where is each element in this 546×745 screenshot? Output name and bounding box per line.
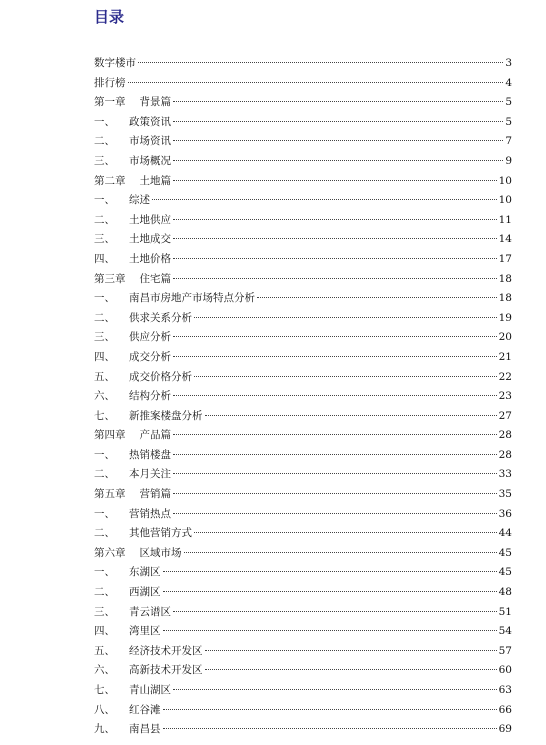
dot-leader: [173, 434, 497, 435]
toc-page-number: 33: [498, 468, 512, 481]
toc-entry-number: 二、: [94, 468, 115, 481]
toc-entry-label: [94, 289, 255, 309]
toc-entry-text: 其他营销方式: [129, 527, 192, 540]
toc-entry-label: [94, 152, 171, 172]
toc-entry-label: [94, 368, 192, 388]
toc-entry[interactable]: [94, 701, 512, 721]
toc-page-number: 63: [498, 684, 512, 696]
dot-leader: [163, 571, 497, 572]
dot-leader: [173, 454, 497, 455]
toc-entry[interactable]: [94, 211, 512, 231]
toc-entry-label: [94, 701, 161, 721]
toc-entry-label: [94, 485, 171, 505]
toc-entry-label: [94, 622, 161, 642]
toc-title: 目录: [94, 8, 125, 26]
toc-entry[interactable]: [94, 230, 512, 250]
toc-entry-number: 七、: [94, 409, 115, 422]
toc-entry-text: 政策资讯: [129, 115, 171, 128]
toc-entry-number: 一、: [94, 292, 115, 305]
toc-entry[interactable]: [94, 309, 512, 329]
toc-entry-label: [94, 720, 161, 740]
toc-page-number: 7: [505, 135, 512, 148]
toc-entry[interactable]: [94, 563, 512, 583]
toc-entry-label: [94, 505, 171, 525]
toc-entry-label: [94, 74, 126, 94]
toc-entry-number: 第二章: [94, 174, 126, 187]
dot-leader: [194, 317, 497, 318]
dot-leader: [173, 160, 503, 161]
toc-entry-text: 综述: [129, 194, 150, 207]
toc-entry-text: 营销热点: [129, 507, 171, 520]
toc-entry-number: 第六章: [94, 546, 126, 559]
toc-entry-text: 经济技术开发区: [129, 644, 203, 657]
toc-entry-number: 三、: [94, 233, 115, 246]
dot-leader: [205, 415, 497, 416]
toc-entry-number: 二、: [94, 527, 115, 540]
toc-entry[interactable]: [94, 465, 512, 485]
toc-page-number: 51: [498, 605, 512, 618]
toc-entry[interactable]: [94, 387, 512, 407]
toc-entry[interactable]: [94, 720, 512, 740]
dot-leader: [173, 689, 497, 690]
toc-entry-label: [94, 583, 161, 603]
toc-page-number: 60: [498, 664, 512, 677]
toc-entry-label: [94, 172, 171, 192]
toc-entry-label: [94, 407, 203, 427]
dot-leader: [173, 121, 503, 122]
toc-entry-number: 二、: [94, 586, 115, 599]
toc-entry-text: 成交价格分析: [129, 370, 192, 383]
toc-entry-label: [94, 524, 192, 544]
toc-entry-label: [94, 93, 171, 113]
toc-entry-text: 青山湖区: [129, 684, 171, 696]
toc-entry[interactable]: [94, 54, 512, 74]
toc-entry-text: 土地供应: [129, 213, 171, 226]
toc-entry-number: 一、: [94, 566, 115, 579]
toc-page-number: 19: [498, 311, 512, 324]
toc-page-number: 45: [498, 546, 512, 559]
toc-page-number: 3: [505, 57, 512, 69]
toc-entry-text: 供求关系分析: [129, 311, 192, 324]
toc-entry-number: 一、: [94, 115, 115, 128]
toc-page-number: 10: [498, 194, 512, 207]
toc-entry-label: [94, 426, 171, 446]
toc-entry-text: 湾里区: [129, 625, 161, 638]
dot-leader: [163, 630, 497, 631]
toc-page-number: 69: [498, 723, 512, 736]
toc-entry-text: 新推案楼盘分析: [129, 409, 203, 422]
dot-leader: [173, 258, 497, 259]
toc-entry-number: 七、: [94, 684, 115, 696]
toc-entry-number: 一、: [94, 448, 115, 461]
dot-leader: [194, 532, 497, 533]
toc-entry-number: 三、: [94, 154, 115, 167]
toc-entry-text: 产品篇: [139, 429, 171, 442]
toc-entry-label: [94, 230, 171, 250]
toc-page-number: 27: [498, 409, 512, 422]
dot-leader: [173, 336, 497, 337]
toc-entry-text: 市场资讯: [129, 135, 171, 148]
dot-leader: [205, 669, 497, 670]
toc-entry-text: 高新技术开发区: [129, 664, 203, 677]
toc-entry-number: 六、: [94, 664, 115, 677]
toc-entry-label: [94, 211, 171, 231]
toc-entry[interactable]: [94, 250, 512, 270]
toc-page-number: 4: [505, 76, 512, 89]
dot-leader: [184, 552, 497, 553]
toc-entry-number: 第五章: [94, 488, 126, 501]
toc-page-number: 54: [498, 625, 512, 638]
toc-entry-label: [94, 270, 171, 290]
toc-entry-text: 住宅篇: [139, 272, 171, 285]
toc-entry[interactable]: [94, 328, 512, 348]
toc-page-number: 14: [498, 233, 512, 246]
toc-entry-text: 土地成交: [129, 233, 171, 246]
toc-entry-text: 红谷滩: [129, 703, 161, 716]
toc-page-number: 9: [505, 154, 512, 167]
toc-entry-text: 西湖区: [129, 586, 161, 599]
toc-entry-number: 一、: [94, 507, 115, 520]
toc-entry-number: 四、: [94, 350, 115, 363]
toc-entry[interactable]: [94, 368, 512, 388]
dot-leader: [194, 376, 497, 377]
toc-entry[interactable]: [94, 270, 512, 290]
toc-entry[interactable]: [94, 93, 512, 113]
table-of-contents: [94, 54, 512, 740]
toc-page-number: 45: [498, 566, 512, 579]
toc-page-number: 28: [498, 429, 512, 442]
toc-entry-label: [94, 387, 171, 407]
toc-entry-label: [94, 603, 171, 623]
toc-entry-number: 四、: [94, 625, 115, 638]
toc-entry[interactable]: [94, 426, 512, 446]
toc-page-number: 11: [498, 213, 512, 226]
toc-page-number: 35: [498, 488, 512, 501]
toc-entry-label: [94, 544, 182, 564]
toc-entry[interactable]: [94, 172, 512, 192]
toc-entry[interactable]: [94, 661, 512, 681]
toc-entry-label: [94, 681, 171, 701]
toc-page-number: 18: [498, 272, 512, 285]
toc-entry-text: 市场概况: [129, 154, 171, 167]
toc-entry-label: [94, 309, 192, 329]
toc-entry[interactable]: [94, 152, 512, 172]
dot-leader: [173, 219, 497, 220]
toc-entry[interactable]: [94, 289, 512, 309]
toc-entry[interactable]: [94, 505, 512, 525]
toc-entry-text: 南昌市房地产市场特点分析: [129, 292, 255, 305]
dot-leader: [173, 395, 497, 396]
toc-entry-text: 热销楼盘: [129, 448, 171, 461]
toc-entry-text: 营销篇: [139, 488, 171, 501]
toc-entry-label: [94, 250, 171, 270]
toc-page-number: 48: [498, 586, 512, 599]
toc-page-number: 21: [498, 350, 512, 363]
toc-entry-text: 东湖区: [129, 566, 161, 579]
toc-entry[interactable]: [94, 583, 512, 603]
toc-entry-text: 土地篇: [139, 174, 171, 187]
toc-page-number: 17: [498, 252, 512, 265]
toc-page-number: 28: [498, 448, 512, 461]
toc-page-number: 36: [498, 507, 512, 520]
toc-page-number: 44: [498, 527, 512, 540]
toc-page-number: 22: [498, 370, 512, 383]
dot-leader: [173, 493, 497, 494]
toc-entry-number: 三、: [94, 605, 115, 618]
toc-entry-label: [94, 446, 171, 466]
toc-entry-label: [94, 191, 150, 211]
toc-entry-number: 第三章: [94, 272, 126, 285]
toc-entry-number: 二、: [94, 213, 115, 226]
toc-entry-text: 背景篇: [139, 96, 171, 109]
dot-leader: [257, 297, 497, 298]
dot-leader: [205, 650, 497, 651]
toc-entry-text: 供应分析: [129, 331, 171, 344]
toc-page-number: 23: [498, 390, 512, 403]
toc-entry[interactable]: [94, 485, 512, 505]
toc-page-number: 66: [498, 703, 512, 716]
toc-entry[interactable]: [94, 622, 512, 642]
toc-page-number: 57: [498, 644, 512, 657]
dot-leader: [173, 238, 497, 239]
toc-page-number: 10: [498, 174, 512, 187]
toc-entry[interactable]: [94, 191, 512, 211]
toc-entry-number: 第四章: [94, 429, 126, 442]
dot-leader: [163, 728, 497, 729]
toc-entry-text: 区域市场: [139, 546, 182, 559]
toc-entry-text: 成交分析: [129, 350, 171, 363]
toc-entry-number: 第一章: [94, 96, 126, 109]
dot-leader: [173, 140, 503, 141]
toc-entry-label: [94, 642, 203, 662]
toc-entry-text: 土地价格: [129, 252, 171, 265]
dot-leader: [173, 180, 497, 181]
toc-entry[interactable]: [94, 524, 512, 544]
toc-entry-label: [94, 113, 171, 133]
toc-entry-number: 九、: [94, 723, 115, 736]
toc-entry-text: 南昌县: [129, 723, 161, 736]
toc-entry-text: 青云谱区: [129, 605, 171, 618]
toc-page-number: 5: [505, 115, 512, 128]
dot-leader: [152, 199, 497, 200]
toc-entry-label: [94, 54, 136, 74]
toc-entry[interactable]: [94, 348, 512, 368]
toc-entry-text: 数字楼市: [94, 57, 136, 69]
toc-entry-number: 八、: [94, 703, 115, 716]
toc-entry[interactable]: [94, 544, 512, 564]
toc-entry[interactable]: [94, 407, 512, 427]
dot-leader: [163, 591, 497, 592]
toc-entry-label: [94, 348, 171, 368]
dot-leader: [173, 278, 497, 279]
dot-leader: [173, 611, 497, 612]
toc-entry-number: 六、: [94, 390, 115, 403]
toc-entry-label: [94, 328, 171, 348]
toc-entry-label: [94, 465, 171, 485]
toc-entry-number: 五、: [94, 644, 115, 657]
dot-leader: [173, 473, 497, 474]
toc-entry[interactable]: [94, 642, 512, 662]
dot-leader: [173, 356, 497, 357]
dot-leader: [128, 82, 504, 83]
toc-entry[interactable]: [94, 74, 512, 94]
toc-entry[interactable]: [94, 603, 512, 623]
toc-entry[interactable]: [94, 132, 512, 152]
toc-entry-text: 本月关注: [129, 468, 171, 481]
dot-leader: [163, 709, 497, 710]
toc-entry-text: 结构分析: [129, 390, 171, 403]
toc-entry-number: 三、: [94, 331, 115, 344]
toc-entry-label: [94, 661, 203, 681]
toc-entry-text: 排行榜: [94, 76, 126, 89]
toc-entry-number: 五、: [94, 370, 115, 383]
toc-entry-number: 四、: [94, 252, 115, 265]
dot-leader: [173, 101, 503, 102]
toc-entry[interactable]: [94, 446, 512, 466]
dot-leader: [138, 62, 503, 63]
toc-entry-number: 二、: [94, 135, 115, 148]
toc-entry-label: [94, 563, 161, 583]
toc-entry[interactable]: [94, 113, 512, 133]
dot-leader: [173, 513, 497, 514]
toc-entry-label: [94, 132, 171, 152]
toc-entry-number: 一、: [94, 194, 115, 207]
toc-page-number: 18: [498, 292, 512, 305]
toc-page-number: 5: [505, 96, 512, 109]
toc-page-number: 20: [498, 331, 512, 344]
toc-entry[interactable]: [94, 681, 512, 701]
toc-entry-number: 二、: [94, 311, 115, 324]
